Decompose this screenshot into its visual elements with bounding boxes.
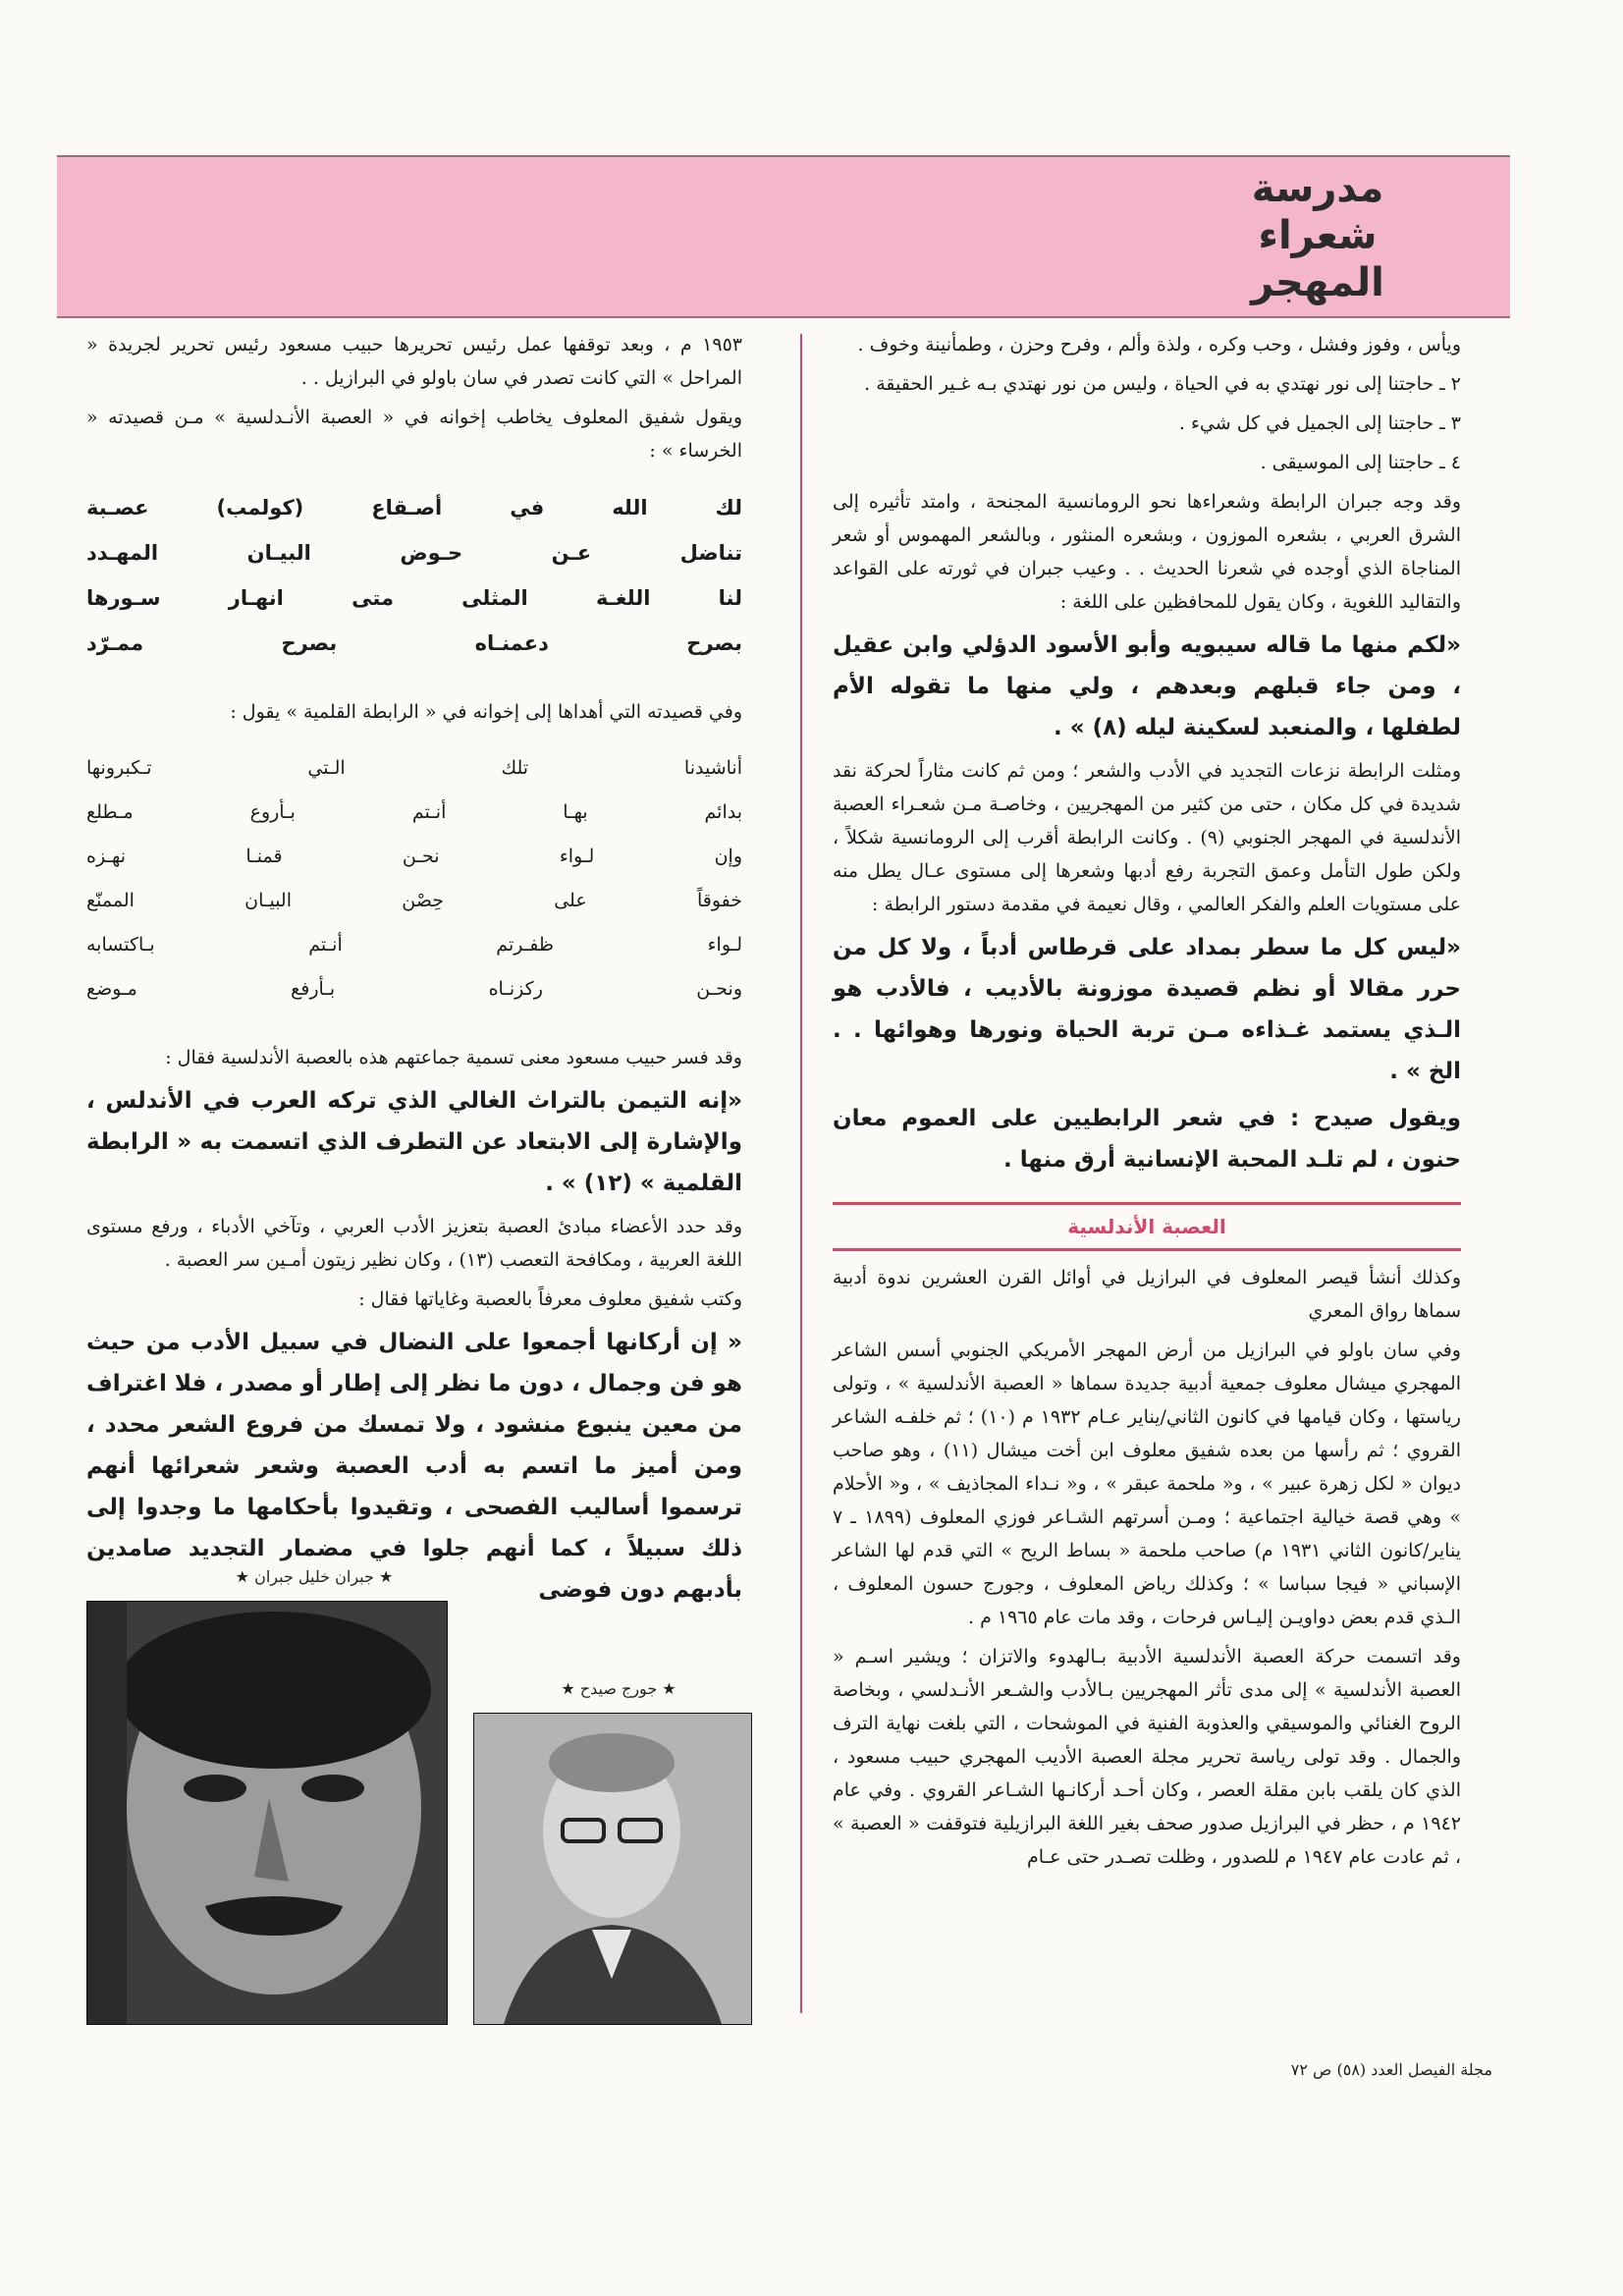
bold-quote: «ليس كل ما سطر بمداد على قرطاس أدباً ، ولا كل من حرر مقالا أو نظم قصيدة موزونة بالأديب ، فالأدب هو الـذي يستمد غـذاءه مـن تربة الحياة ونورها وهوائها . . الخ » . xyxy=(833,935,1461,1084)
poem-line: لنا اللغـة المثلى متى انهـار سـورها xyxy=(86,586,742,610)
left-column xyxy=(86,328,742,1616)
paragraph: وقد وجه جبران الرابطة وشعراءها نحو الرومانسية المجنحة ، وامتد تأثيره إلى الشرق العربي ، بشعره الموزون ، وبشعره المنثور ، وبالشعر المهموس أو شعر المناجاة الذي أوجده في شعرنا الحديث . . وعيب جبران في ثورته على القواعد والتقاليد اللغوية ، وكان يقول للمحافظين على اللغة : xyxy=(833,491,1461,613)
poem-line: بصرح دعمنـاه بصرح ممـرّد xyxy=(86,631,742,655)
banner-title xyxy=(1161,165,1475,306)
bold-quote: « إن أركانها أجمعوا على النضال في سبيل الأدب من حيث هو فن وجمال ، دون ما نظر إلى إطار أو مصدر ، فلا اغتراف من معين ينبوع منشود ، ولا تمسك من فروع الشعر محدد ، ومن أميز ما اتسم به أدب العصبة وشعر شعرائها أنهم ترسموا أساليب الفصحى ، وتقيدوا بأحكامها ما وجدوا إلى ذلك سبيلاً ، كما أنهم جلوا في مضمار التجديد صامدين بأدبهم دون فوضى xyxy=(86,1330,742,1603)
paragraph: وقد حدد الأعضاء مبادئ العصبة بتعزيز الأدب العربي ، وتآخي الأدباء ، ورفع مستوى اللغة العربية ، ومكافحة التعصب (١٣) ، وكان نظير زيتون أمـين سر العصبة . xyxy=(86,1216,742,1271)
poem-line: خفوقاً على حِصْن البيـان الممنّع xyxy=(86,890,742,911)
paragraph: ويأس ، وفوز وفشل ، وحب وكره ، ولذة وألم ، وفرح وحزن ، وطمأنينة وخوف . xyxy=(857,334,1461,355)
section-heading: العصبة الأندلسية xyxy=(833,1202,1461,1251)
page-footer: مجلة الفيصل العدد (٥٨) ص ٧٢ xyxy=(1290,2060,1492,2079)
header-banner xyxy=(57,155,1510,318)
photo-caption: ★ جورج صيدح ★ xyxy=(561,1679,676,1698)
portrait-image xyxy=(474,1714,751,2024)
poem-line: لك الله في أصـقاع (كولمب) عصـبة xyxy=(86,496,742,519)
paragraph: وقد فسر حبيب مسعود معنى تسمية جماعتهم هذه بالعصبة الأندلسية فقال : xyxy=(165,1047,742,1068)
bold-quote: ويقول صيدح : في شعر الرابطيين على العموم معان حنون ، لم تلـد المحبة الإنسانية أرق منها . xyxy=(833,1106,1461,1173)
poem-line: وإن لـواء نحـن قمنـا نهـزه xyxy=(86,846,742,867)
poem-block xyxy=(86,746,742,1011)
poem-line: ونحـن ركزنـاه بـأرفع مـوضع xyxy=(86,978,742,1000)
portrait-photo-saydah xyxy=(473,1713,752,2025)
list-item: ٣ ـ حاجتنا إلى الجميل في كل شيء . xyxy=(1178,412,1461,434)
photo-caption: ★ جبران خليل جبران ★ xyxy=(235,1567,394,1586)
banner-title-line: المهجر xyxy=(1251,260,1384,305)
bold-quote: «إنه التيمن بالتراث الغالي الذي تركه العرب في الأندلس ، والإشارة إلى الابتعاد عن التطرف الذي اتسمت به « الرابطة القلمية » (١٢) » . xyxy=(86,1088,742,1196)
poem-block xyxy=(86,485,742,666)
column-divider xyxy=(800,334,802,2013)
bold-quote: «لكم منها ما قاله سيبويه وأبو الأسود الدؤلي وابن عقيل ، ومن جاء قبلهم وبعدهم ، ولي منها ما تقوله الأم لطفلها ، والمنعبد لسكينة ليله (٨) » . xyxy=(833,632,1461,740)
portrait-photo-gibran xyxy=(86,1601,448,2025)
paragraph: وقد اتسمت حركة العصبة الأندلسية الأدبية بـالهدوء والاتزان ؛ ويشير اسـم « العصبة الأندلسية » إلى مدى تأثر المهجريين بـالأدب والشـعر الأنـدلسي ، وبخاصة الروح الغنائي والموسيقي والعذوبة الفنية في الموشحات ، التي بلغت نهاية الترف والجمال . وقد تولى رياسة تحرير مجلة العصبة الأديب المهجري حبيب مسعود ، الذي كان يلقب بابن مقلة العصر ، وكان أحـد أركانـها الشـاعر القروي . وفي عام ١٩٤٢ م ، حظر في البرازيل صدور صحف بغير اللغة البرازيلية فتوقفت « العصبة » ، ثم عادت عام ١٩٤٧ م للصدور ، وظلت تصـدر حتى عـام xyxy=(833,1646,1461,1868)
right-column xyxy=(833,328,1461,1880)
list-item: ٤ ـ حاجتنا إلى الموسيقى . xyxy=(1260,452,1461,473)
paragraph: ويقول شفيق المعلوف يخاطب إخوانه في « العصبة الأنـدلسية » مـن قصيدته « الخرساء » : xyxy=(86,407,742,462)
poem-line: لـواء ظفـرتم أنـتم بـاكتسابه xyxy=(86,934,742,956)
paragraph: ١٩٥٣ م ، وبعد توقفها عمل رئيس تحريرها حبيب مسعود رئيس تحرير لجريدة « المراحل » التي كانت تصدر في سان باولو في البرازيل . . xyxy=(86,334,742,389)
paragraph: وكذلك أنشأ قيصر المعلوف في البرازيل في أوائل القرن العشرين ندوة أدبية سماها رواق المعري xyxy=(833,1267,1461,1322)
poem-line: تناضل عـن حـوض البيـان المهـدد xyxy=(86,541,742,565)
poem-line: أناشيدنا تلك الـتي تـكبرونها xyxy=(86,757,742,779)
banner-title-line: شعراء xyxy=(1258,213,1378,258)
list-item: ٢ ـ حاجتنا إلى نور نهتدي به في الحياة ، وليس من نور نهتدي بـه غـير الحقيقة . xyxy=(864,373,1461,395)
paragraph: ومثلت الرابطة نزعات التجديد في الأدب والشعر ؛ ومن ثم كانت مثاراً لحركة نقد شديدة في كل مكان ، حتى من كثير من المهجريين ، وخاصـة مـن شعـراء العصبة الأندلسية في المهجر الجنوبي (٩) . وكانت الرابطة أقرب إلى الرومانسية شكلاً ، ولكن طول التأمل وعمق التجربة رفع أدبها وشعرها إلى مستوى عـال يطل منه على مستويات العلم والفكر العالمي ، وقال نعيمة في مقدمة دستور الرابطة : xyxy=(833,760,1462,915)
paragraph: وفي سان باولو في البرازيل من أرض المهجر الأمريكي الجنوبي أسس الشاعر المهجري ميشال معلوف جمعية أدبية جديدة سماها « العصبة الأندلسية » ، وتولى رياستها ، وكان قيامها في كانون الثاني/يناير عـام ١٩٣٢ م (١٠) ؛ ثم خلفـه الشاعر القروي ؛ ثم رأسها من بعده شفيق معلوف ابن أخت ميشال (١١) ، وهو صاحب ديوان « لكل زهرة عبير » ، و« ملحمة عبقر » ، و« نـداء المجاذيف » ، و« الأحلام » وهي قصة خيالية اجتماعية ؛ ومـن أسرتهم الشـاعر فوزي المعلوف (١٨٩٩ ـ ٧ يناير/كانون الثاني ١٩٣١ م) صاحب ملحمة « بساط الريح » التي قدم لها الشاعر الإسباني « فيجا سباسا » ؛ وكذلك رياض المعلوف ، وجورج حسون المعلوف ، الـذي قدم بعض دواويـن إليـاس فرحات ، وقد مات عام ١٩٦٥ م . xyxy=(833,1339,1461,1628)
portrait-image xyxy=(87,1602,447,2024)
poem-line: بدائم بهـا أنـتم بـأروع مـطلع xyxy=(86,801,742,823)
paragraph: وفي قصيدته التي أهداها إلى إخوانه في « الرابطة القلمية » يقول : xyxy=(230,701,742,723)
paragraph: وكتب شفيق معلوف معرفاً بالعصبة وغاياتها فقال : xyxy=(358,1288,742,1310)
banner-title-line: مدرسة xyxy=(1251,166,1384,211)
